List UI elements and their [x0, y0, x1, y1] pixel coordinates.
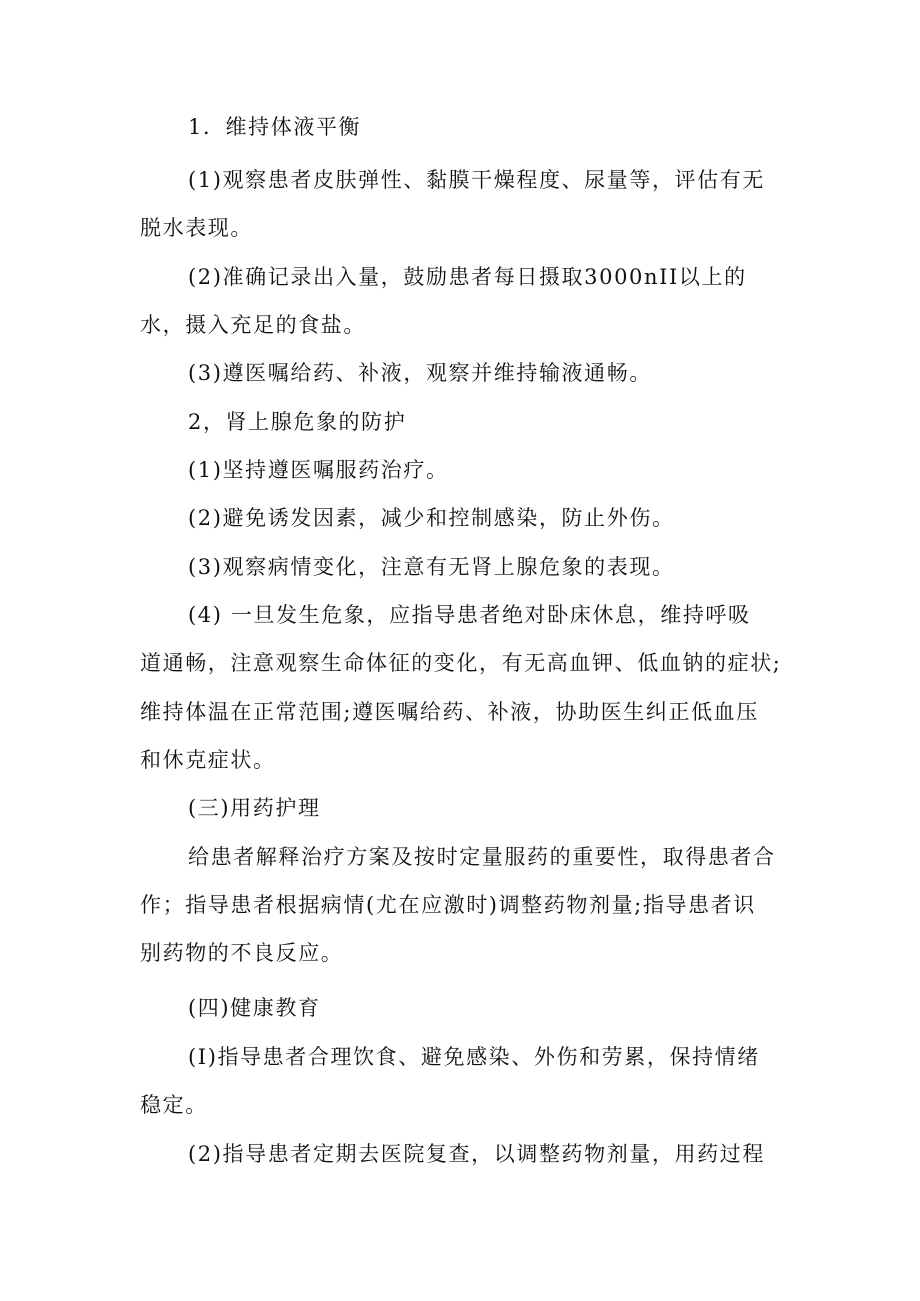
paragraph-line: 作；指导患者根据病情(尤在应激时)调整药物剂量;指导患者识: [140, 893, 756, 917]
paragraph-line: (1)坚持遵医嘱服药治疗。: [188, 458, 449, 482]
paragraph-line: 和休克症状。: [140, 748, 276, 772]
paragraph-line: (3)观察病情变化，注意有无肾上腺危象的表现。: [188, 555, 675, 579]
paragraph-line: 别药物的不良反应。: [140, 941, 344, 965]
paragraph-line: (4) 一旦发生危象，应指导患者绝对卧床休息，维持呼吸: [188, 603, 751, 627]
paragraph-line: 道通畅，注意观察生命体征的变化，有无高血钾、低血钠的症状;: [140, 651, 782, 675]
paragraph-line: 给患者解释治疗方案及按时定量服药的重要性，取得患者合: [188, 845, 776, 869]
paragraph-line: 水，摄入充足的食盐。: [140, 313, 366, 337]
paragraph-line: (1)观察患者皮肤弹性、黏膜干燥程度、尿量等，评估有无: [188, 168, 765, 192]
paragraph-line: 稳定。: [140, 1093, 208, 1117]
section-heading-3: (三)用药护理: [188, 796, 321, 820]
paragraph-line: (3)遵医嘱给药、补液，观察并维持输液通畅。: [188, 361, 652, 385]
paragraph-line: (2)准确记录出入量，鼓励患者每日摄取3000nII以上的: [188, 265, 747, 289]
paragraph-line: (I)指导患者合理饮食、避免感染、外伤和劳累，保持情绪: [188, 1045, 760, 1069]
paragraph-line: 维持体温在正常范围;遵医嘱给药、补液，协助医生纠正低血压: [140, 700, 759, 724]
section-heading-2: 2，肾上腺危象的防护: [188, 410, 407, 434]
section-heading-1: 1．维持体液平衡: [188, 115, 362, 139]
section-heading-4: (四)健康教育: [188, 996, 321, 1020]
paragraph-line: (2)指导患者定期去医院复查，以调整药物剂量，用药过程: [188, 1142, 765, 1166]
paragraph-line: (2)避免诱发因素，减少和控制感染，防止外伤。: [188, 506, 675, 530]
paragraph-line: 脱水表现。: [140, 216, 253, 240]
